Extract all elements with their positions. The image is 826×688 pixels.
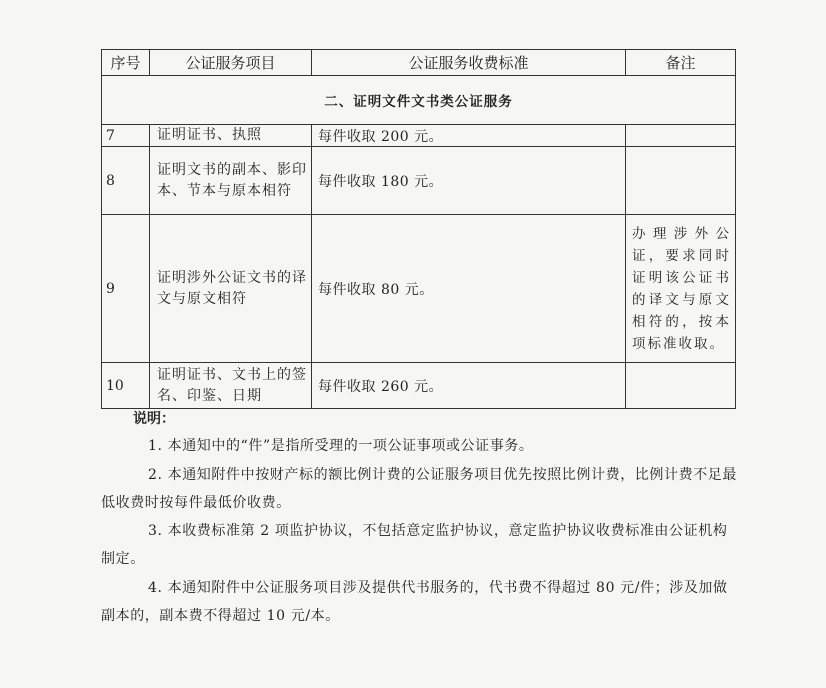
row-service-item: 证明涉外公证文书的译文与原文相符 xyxy=(150,215,312,363)
table-row xyxy=(102,363,736,409)
row-fee: 每件收取 80 元。 xyxy=(312,215,626,363)
header-fee-standard: 公证服务收费标准 xyxy=(312,50,626,76)
table-row xyxy=(102,147,736,215)
fee-table-container xyxy=(101,49,736,409)
row-fee: 每件收取 180 元。 xyxy=(312,147,626,215)
fee-table xyxy=(101,49,736,409)
row-service-item: 证明证书、文书上的签名、印鉴、日期 xyxy=(150,363,312,409)
row-service-item: 证明文书的副本、影印本、节本与原本相符 xyxy=(150,147,312,215)
row-service-item: 证明证书、执照 xyxy=(150,125,312,147)
row-fee: 每件收取 260 元。 xyxy=(312,363,626,409)
row-remarks: 办理涉外公证，要求同时证明该公证书的译文与原文相符的，按本项标准收取。 xyxy=(626,215,736,363)
row-remarks xyxy=(626,363,736,409)
explanation-paragraph: 1. 本通知中的“件”是指所受理的一项公证事项或公证事务。 xyxy=(148,438,534,454)
explanation-paragraph: 4. 本通知附件中公证服务项目涉及提供代书服务的，代书费不得超过 80 元/件；涉及加做副本的，副本费不得超过 10 元/本。 xyxy=(101,580,728,624)
table-header-row xyxy=(102,50,736,76)
header-service-item: 公证服务项目 xyxy=(150,50,312,76)
row-fee: 每件收取 200 元。 xyxy=(312,125,626,147)
explanation-paragraph: 3. 本收费标准第 2 项监护协议，不包括意定监护协议，意定监护协议收费标准由公证机构制定。 xyxy=(101,523,728,567)
row-number: 9 xyxy=(102,215,150,363)
header-number: 序号 xyxy=(102,50,150,76)
section-title: 二、证明文件文书类公证服务 xyxy=(102,76,736,125)
row-number: 8 xyxy=(102,147,150,215)
row-remarks xyxy=(626,147,736,215)
section-row xyxy=(102,76,736,125)
table-row xyxy=(102,215,736,363)
explanation-paragraph: 2. 本通知附件中按财产标的额比例计费的公证服务项目优先按照比例计费，比例计费不足最低收费时按每件最低价收费。 xyxy=(101,467,738,511)
explanation-title: 说明： xyxy=(133,411,175,427)
row-number: 7 xyxy=(102,125,150,147)
row-remarks xyxy=(626,125,736,147)
header-remarks: 备注 xyxy=(626,50,736,76)
table-row xyxy=(102,125,736,147)
row-number: 10 xyxy=(102,363,150,409)
